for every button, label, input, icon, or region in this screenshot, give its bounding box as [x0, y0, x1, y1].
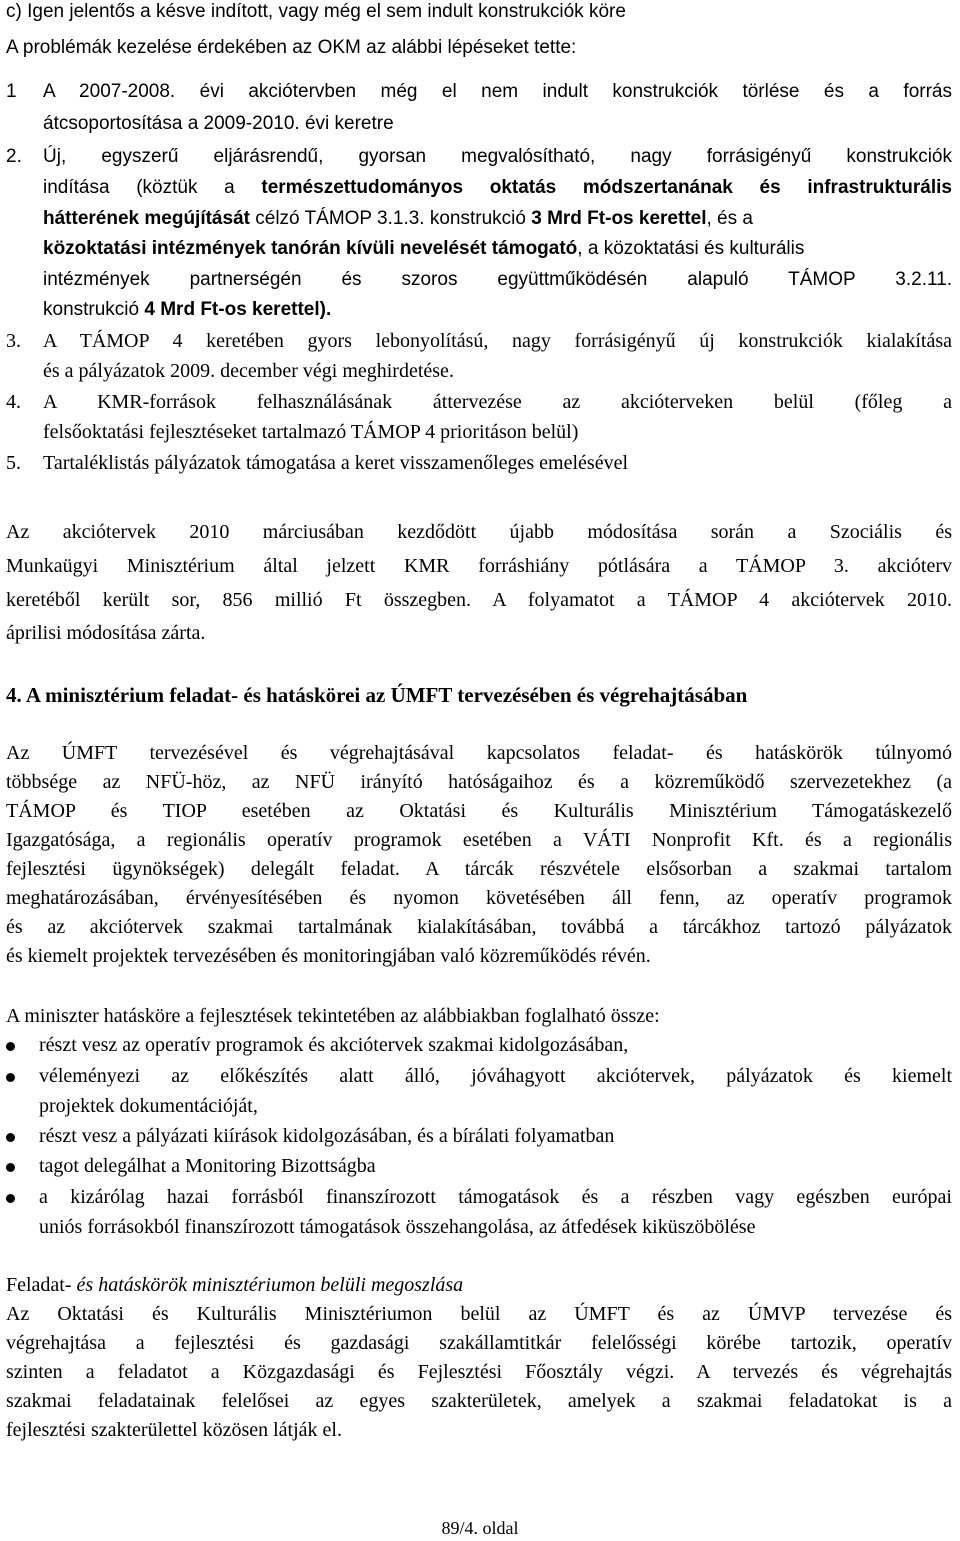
bullet-3: részt vesz a pályázati kiírások kidolgozásában, és a bírálati folyamatban [39, 1125, 615, 1147]
step-2-line-4b: , a közoktatási és kulturális [577, 238, 805, 259]
para-2-line-5: fejlesztési ügynökségek) delegált feladat. A tárcák részvétele elsősorban a szakmai tartalom [6, 858, 952, 880]
bullet-dot [6, 1163, 15, 1172]
bullet-5-line-2: uniós forrásokból finanszírozott támogatások összehangolása, az átfedések kiküszöbölése [39, 1216, 756, 1238]
step-4-line-2: felsőoktatási fejlesztéseket tartalmazó TÁMOP 4 prioritáson belül) [43, 421, 579, 443]
para-2-line-8: és kiemelt projektek tervezésében és monitoringjában való közreműködés révén. [6, 945, 651, 967]
step-2-line-6a: konstrukció [43, 299, 145, 320]
step-4-line-1: A KMR-források felhasználásának áttervezése az akcióterveken belül (főleg a [43, 391, 952, 413]
step-3-number: 3. [6, 330, 21, 352]
para-2-line-6: meghatározásában, érvényesítésében és nyomon követésében áll fenn, az operatív programok [6, 887, 952, 909]
para-3-intro: A miniszter hatásköre a fejlesztések tekintetében az alábbiakban foglalható össze: [6, 1005, 660, 1027]
step-2-line-6 [43, 298, 331, 322]
step-3-line-2: és a pályázatok 2009. december végi meghirdetése. [43, 360, 454, 382]
para-1-line-3: keretéből került sor, 856 millió Ft összegben. A folyamatot a TÁMOP 4 akciótervek 2010. [6, 589, 952, 611]
step-2-line-6b: 4 Mrd Ft-os kerettel). [144, 299, 332, 320]
bullet-dot [6, 1194, 15, 1203]
step-2-line-4a: közoktatási intézmények tanórán kívüli nevelését támogató [43, 238, 578, 259]
subsection-heading-b: és hatáskörök minisztériumon belüli megoszlása [76, 1274, 464, 1296]
subsection-line-5: fejlesztési szakterülettel közösen látják el. [6, 1419, 342, 1441]
para-1-line-2: Munkaügyi Minisztérium által jelzett KMR forráshiány pótlására a TÁMOP 3. akcióterv [6, 555, 952, 577]
subsection-heading-a: Feladat- [6, 1274, 77, 1296]
step-1-line-2: átcsoportosítása a 2009-2010. évi keretre [43, 113, 394, 134]
bullet-5-line-1: a kizárólag hazai forrásból finanszírozott támogatások és a részben vagy egészben európai [39, 1186, 952, 1208]
subsection-line-1: Az Oktatási és Kulturális Minisztériumon belül az ÚMFT és az ÚMVP tervezése és [6, 1303, 952, 1325]
step-3-line-1: A TÁMOP 4 keretében gyors lebonyolítású, nagy forrásigényű új konstrukciók kialakítása [43, 330, 952, 352]
para-1-line-4: áprilisi módosítása zárta. [6, 622, 206, 644]
bullet-4: tagot delegálhat a Monitoring Bizottságba [39, 1155, 376, 1177]
bullet-dot [6, 1133, 15, 1142]
step-2-line-3 [43, 207, 753, 231]
step-2-line-3a: hátterének megújítását [43, 208, 250, 229]
step-2-line-2a: indítása (köztük a [43, 177, 262, 198]
step-2-line-4 [43, 237, 804, 261]
section-4-heading: 4. A minisztérium feladat- és hatáskörei az ÚMFT tervezésében és végrehajtásában [6, 683, 748, 707]
bullet-2-line-2: projektek dokumentációját, [39, 1095, 258, 1117]
para-2-line-7: és az akciótervek szakmai tartalmának kialakításában, továbbá a tárcákhoz tartozó pályázatok [6, 916, 952, 938]
section-c-intro: A problémák kezelése érdekében az OKM az alábbi lépéseket tette: [6, 37, 577, 58]
step-5-line-1: Tartaléklistás pályázatok támogatása a keret visszamenőleges emelésével [43, 452, 629, 474]
step-2-line-3c: 3 Mrd Ft-os kerettel [531, 208, 707, 229]
step-1-number: 1 [6, 81, 17, 102]
para-2-line-1: Az ÚMFT tervezésével és végrehajtásával kapcsolatos feladat- és hatáskörök túlnyomó [6, 742, 952, 764]
step-2-number: 2. [6, 146, 22, 167]
step-5-number: 5. [6, 452, 21, 474]
step-2-line-3d: , és a [706, 208, 753, 229]
step-4-number: 4. [6, 391, 21, 413]
subsection-line-2: végrehajtása a fejlesztési és gazdasági szakállamtitkár felelősségi körébe tartozik, operatív [6, 1332, 952, 1354]
bullet-2-line-1: véleményezi az előkészítés alatt álló, jóváhagyott akciótervek, pályázatok és kiemelt [39, 1065, 952, 1087]
para-2-line-3: TÁMOP és TIOP esetében az Oktatási és Kulturális Minisztérium Támogatáskezelő [6, 800, 952, 822]
step-2-line-5: intézmények partnerségén és szoros együttműködésén alapuló TÁMOP 3.2.11. [43, 269, 952, 290]
para-2-line-2: többsége az NFÜ-höz, az NFÜ irányító hatóságaihoz és a közreműködő szervezetekhez (a [6, 771, 952, 793]
subsection-heading [6, 1273, 463, 1297]
subsection-line-4: szakmai feladatainak felelősei az egyes szakterületek, amelyek a szakmai feladatokat is a [6, 1390, 952, 1412]
para-2-line-4: Igazgatósága, a regionális operatív programok esetében a VÁTI Nonprofit Kft. és a regionális [6, 829, 952, 851]
para-1-line-1: Az akciótervek 2010 márciusában kezdődött újabb módosítása során a Szociális és [6, 521, 952, 543]
bullet-1: részt vesz az operatív programok és akciótervek szakmai kidolgozásában, [39, 1034, 629, 1056]
step-2-line-2b: természettudományos oktatás módszertanának és infrastrukturális [261, 177, 952, 198]
step-2-line-3b: célzó TÁMOP 3.1.3. konstrukció [249, 208, 532, 229]
bullet-dot [6, 1073, 15, 1082]
bullet-dot [6, 1042, 15, 1051]
page-number: 89/4. oldal [441, 1518, 519, 1538]
subsection-line-3: szinten a feladatot a Közgazdasági és Fejlesztési Főosztály végzi. A tervezés és végrehajtás [6, 1361, 952, 1383]
step-2-line-1: Új, egyszerű eljárásrendű, gyorsan megvalósítható, nagy forrásigényű konstrukciók [43, 146, 952, 167]
section-c-heading: c) Igen jelentős a késve indított, vagy még el sem indult konstrukciók köre [6, 1, 626, 22]
step-2-line-2 [43, 176, 952, 200]
step-1-line-1: A 2007-2008. évi akciótervben még el nem indult konstrukciók törlése és a forrás [43, 81, 952, 102]
